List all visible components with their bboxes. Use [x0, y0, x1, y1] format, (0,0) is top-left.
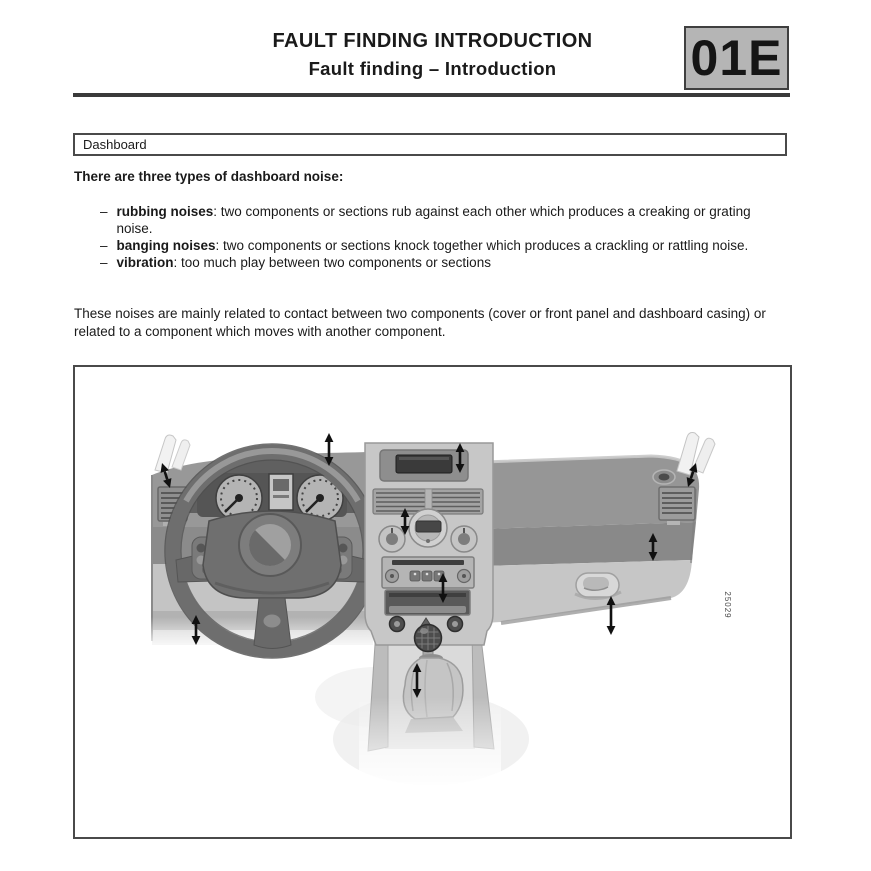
figure-frame	[73, 365, 792, 839]
list-item-text: vibration: too much play between two components or sections	[116, 255, 491, 270]
right-air-vent	[659, 487, 695, 525]
page-title: FAULT FINDING INTRODUCTION	[272, 30, 593, 52]
right-tweeter	[653, 470, 675, 484]
glovebox-handle	[575, 573, 621, 599]
explanatory-paragraph: These noises are mainly related to contact between two components (cover or front panel and dashboard casing) or related to a component which moves with another component.	[74, 306, 766, 339]
figure-reference-number: 25029	[723, 591, 732, 619]
list-item	[100, 203, 778, 237]
list-item-text: banging noises: two components or sections knock together which produces a crackling or rattling noise.	[116, 238, 749, 253]
dashboard-figure	[75, 367, 790, 837]
header-divider	[73, 93, 790, 97]
page-subtitle: Fault finding – Introduction	[308, 58, 557, 79]
radio-unit	[382, 557, 474, 588]
noise-type-list	[100, 203, 778, 271]
console-display	[380, 450, 468, 481]
list-dash-marker: –	[100, 238, 108, 253]
intro-heading: There are three types of dashboard noise:	[74, 169, 344, 184]
bottom-fade	[359, 697, 501, 792]
list-dash-marker: –	[100, 204, 108, 219]
list-item	[100, 237, 778, 254]
subsection-title: Dashboard	[83, 137, 147, 152]
center-console	[365, 443, 493, 645]
storage-cubby	[385, 590, 470, 615]
list-dash-marker: –	[100, 255, 108, 270]
list-item-text: rubbing noises: two components or sections rub against each other which produces a creaking or grating noise.	[116, 204, 751, 236]
section-code-box: 01E	[684, 26, 789, 90]
list-item	[100, 254, 778, 271]
subsection-title-box	[73, 133, 787, 156]
